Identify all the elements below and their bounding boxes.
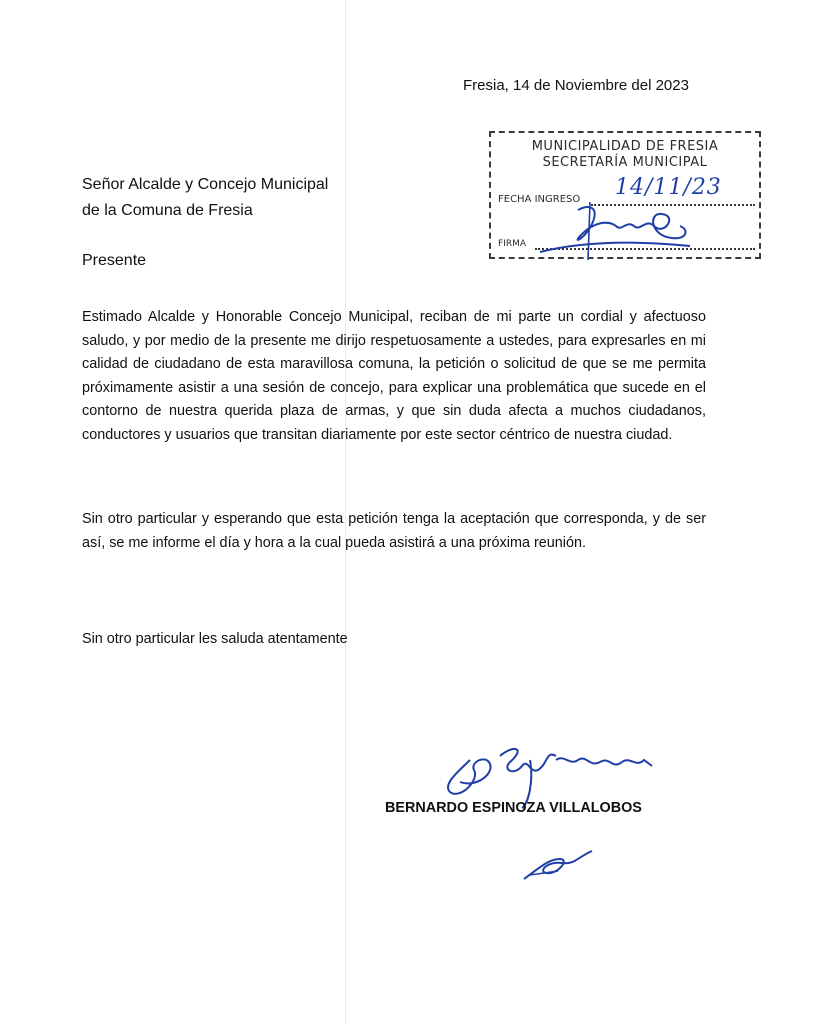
body-paragraph-2: Sin otro particular y esperando que esta petición tenga la aceptación que corresponda, y de ser así, se me informe el día y hora a la cual pueda asistirá a una próxima reunión. bbox=[82, 511, 706, 551]
signer-name: BERNARDO ESPINOZA VILLALOBOS bbox=[385, 800, 642, 816]
body-paragraph-1: Estimado Alcalde y Honorable Concejo Municipal, reciban de mi parte un cordial y afectuoso saludo, y por medio de la presente me dirijo respetuosamente a ustedes, para expresarles en mi calidad de ciudadano de esta maravillosa comuna, la petición o solicitud de que se me permita próximamente asistir a una sesión de concejo, para explicar una problemática que sucede en el contorno de nuestra querida plaza de armas, y que sin duda afecta a muchos ciudadanos, conductores y usuarios que transitan diariamente por este sector céntrico de nuestra ciudad. bbox=[82, 309, 706, 443]
stamp-handwritten-date: 14/11/23 bbox=[615, 175, 722, 200]
place-date: Fresia, 14 de Noviembre del 2023 bbox=[463, 77, 689, 94]
closing-line: Sin otro particular les saluda atentamente bbox=[82, 631, 348, 647]
salutation: Presente bbox=[82, 252, 147, 269]
initials-scribble bbox=[518, 845, 598, 885]
addressee bbox=[82, 172, 328, 224]
stamp-signature-label: FIRMA bbox=[498, 239, 527, 249]
stamp-date-label: FECHA INGRESO bbox=[498, 194, 581, 205]
stamp-line1: MUNICIPALIDAD DE FRESIA bbox=[531, 139, 719, 154]
stamp-line2: SECRETARÍA MUNICIPAL bbox=[542, 155, 708, 170]
stamp-signature-scribble bbox=[530, 196, 700, 266]
handwritten-signature bbox=[430, 730, 670, 810]
addressee-line2: de la Comuna de Fresia bbox=[82, 202, 253, 219]
addressee-line1: Señor Alcalde y Concejo Municipal bbox=[82, 176, 329, 193]
